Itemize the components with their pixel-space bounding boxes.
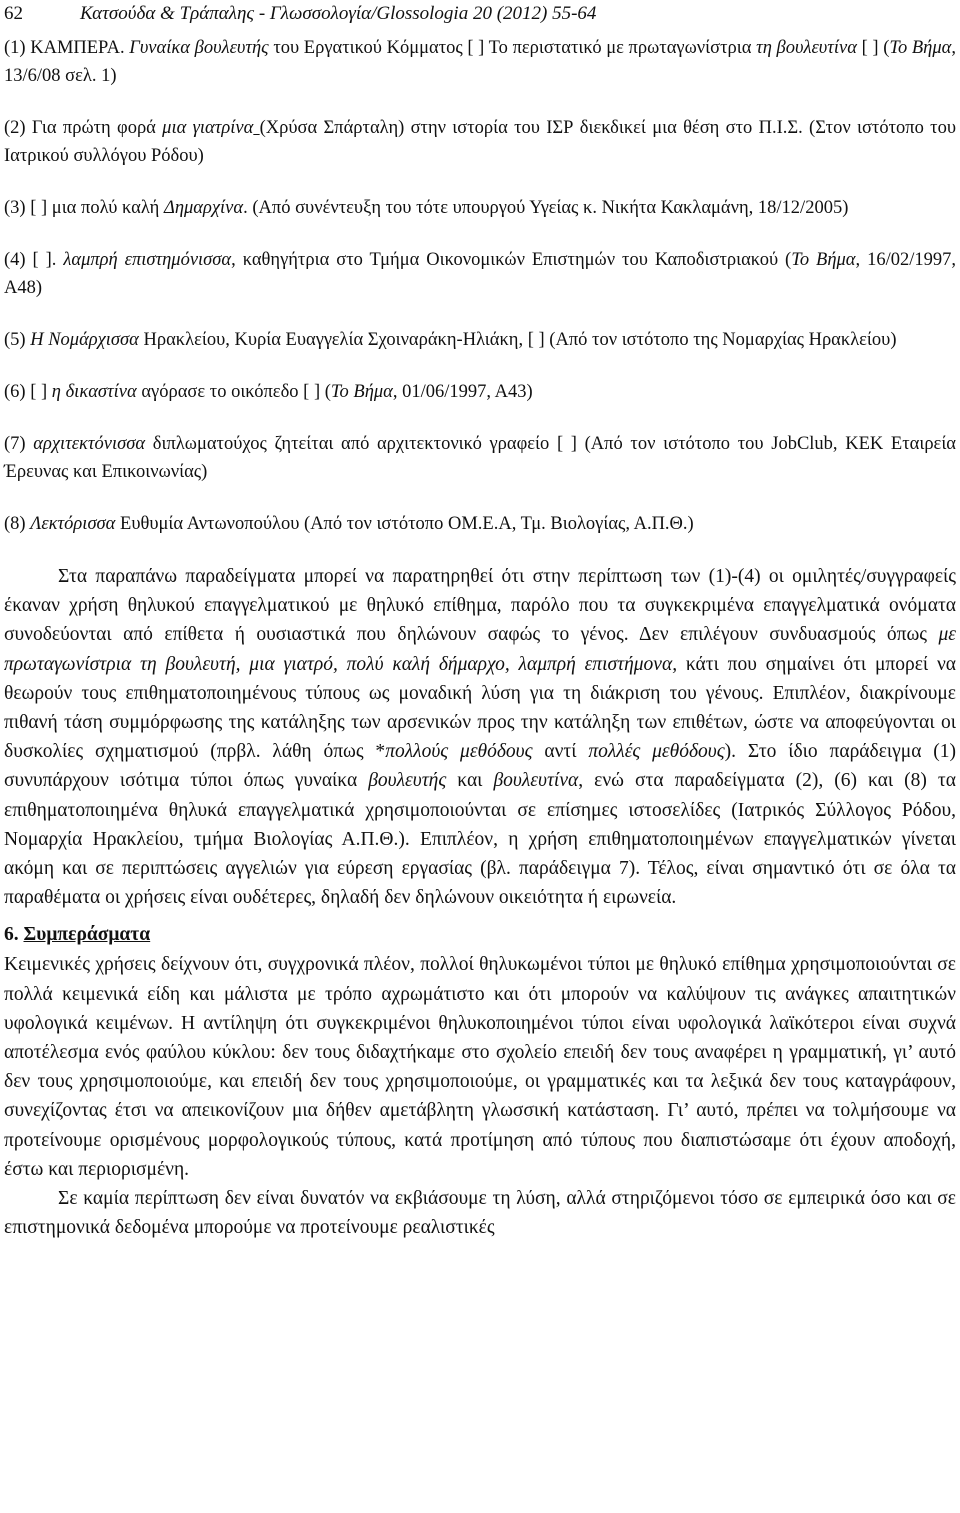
section-number: 6. bbox=[4, 924, 19, 946]
text-run: ΚΑΜΠΕΡΑ. bbox=[30, 38, 130, 58]
italic-run: πολλούς μεθόδους bbox=[385, 741, 533, 763]
text-run: [ ]. bbox=[32, 250, 64, 270]
text-run: του Εργατικού Κόμματος [ ] Το περιστατικό με πρωταγωνίστρια bbox=[268, 38, 757, 58]
example-item bbox=[4, 326, 956, 354]
italic-run: τη βουλευτίνα bbox=[756, 38, 857, 58]
example-item bbox=[4, 194, 956, 222]
example-item bbox=[4, 510, 956, 538]
section-title: Συμπεράσματα bbox=[23, 924, 151, 946]
text-run: [ ] μια πολύ καλή bbox=[30, 198, 164, 218]
text-run: (Χρύσα Σπάρταλη) στην ιστορία του ΙΣΡ διεκδικεί μια θέση στο Π.Ι.Σ. (Στον ιστότοπο του Ιατρικού συλλόγου Ρόδου) bbox=[4, 118, 957, 166]
example-item bbox=[4, 114, 956, 170]
text-run: , 01/06/1997, Α43) bbox=[392, 382, 533, 402]
text-run: καθηγήτρια στο Τμήμα Οικονομικών Επιστημών του Καποδιστριακού ( bbox=[235, 250, 792, 270]
italic-run: Η Νομάρχισσα bbox=[30, 330, 139, 350]
italic-run: αρχιτεκτόνισσα bbox=[33, 434, 146, 454]
text-run: Στα παραπάνω παραδείγματα μπορεί να παρατηρηθεί ότι στην περίπτωση των (1)-(4) οι ομιλητές/συγγραφείς έκαναν χρήση θηλυκού επαγγελματικού με θηλυκό επίθημα, παρόλο που τα συγκεκριμένα επαγγελματικά ονόματα συνοδεύονται από επίθετα ή ουσιαστικά που δηλώνουν σαφώς το γένος. Δεν επιλέγουν συνδυασμούς όπως bbox=[4, 566, 956, 646]
example-number: (7) bbox=[4, 434, 34, 454]
italic-run: λαμπρή επιστημόνισσα bbox=[63, 250, 232, 270]
example-item bbox=[4, 246, 956, 302]
page-number: 62 bbox=[4, 3, 23, 24]
text-run: ). Στο ίδιο παράδειγμα (1) συνυπάρχουν ισότιμα τύποι όπως γυναίκα bbox=[4, 741, 956, 792]
italic-run: πολλές μεθόδους bbox=[588, 741, 725, 763]
example-number: (4) bbox=[4, 250, 33, 270]
italic-run: η δικαστίνα bbox=[51, 382, 137, 402]
text-run: Κειμενικές χρήσεις δείχνουν ότι, συγχρονικά πλέον, πολλοί θηλυκωμένοι τύποι με θηλυκό επίθημα χρησιμοποιούνται σε πολλά κειμενικά είδη και μάλιστα με τρόπο αχρωμάτιστο και ότι μπορούν να καλύψουν τις ανάγκες απαιτητικών υφολογικά κειμένων. Η αντίληψη ότι συγκεκριμένοι θηλυκοποιημένοι τύποι είναι υφολογικά λαϊκότεροι είναι συχνά αποτέλεσμα ενός φαύλου κύκλου: δεν τους διδαχτήκαμε στο σχολείο επειδή δεν τους αναφέρει η γραμματική, γι’ αυτό δεν τους χρησιμοποιούμε, και επειδή δεν τους χρησιμοποιούμε, οι γραμματικές και τα λεξικά δεν τους καταγράφουν, συνεχίζοντας έτσι να απεικονίζουν μια δήθεν αμετάβλητη γλωσσική κατάσταση. Γι’ αυτό, πρέπει να τολμήσουμε να προτείνουμε ορισμένους μορφολογικούς τύπους, κατά προτίμηση από τύπους που διαπιστώσαμε ότι έχουν αποδοχή, έστω και περιορισμένη. bbox=[4, 954, 956, 1180]
italic-run: Γυναίκα βουλευτής bbox=[129, 38, 269, 58]
text-run: , 13/6/08 σελ. 1) bbox=[4, 38, 956, 86]
italic-run: βουλευτίνα bbox=[493, 770, 579, 792]
section-heading bbox=[4, 920, 956, 950]
example-number: (3) bbox=[4, 198, 31, 218]
text-run: , 16/02/1997, Α48) bbox=[4, 250, 956, 298]
italic-run: με πρωταγωνίστρια τη βουλευτή, μια γιατρό, πολύ καλή δήμαρχο, λαμπρή επιστήμονα, bbox=[4, 624, 956, 675]
text-run: [ ] bbox=[30, 382, 52, 402]
examples-list bbox=[4, 34, 956, 538]
paragraph-analysis bbox=[4, 562, 956, 912]
text-run: αντί bbox=[532, 741, 589, 763]
italic-run: Το Βήμα bbox=[791, 250, 856, 270]
example-number: (2) bbox=[4, 118, 32, 138]
italic-run: Το Βήμα bbox=[330, 382, 393, 402]
text-run: αγόρασε το οικόπεδο [ ] ( bbox=[136, 382, 331, 402]
example-number: (5) bbox=[4, 330, 31, 350]
italic-run: βουλευτής bbox=[368, 770, 447, 792]
text-run: . (Από συνέντευξη του τότε υπουργού Υγείας κ. Νικήτα Κακλαμάνη, 18/12/2005) bbox=[243, 198, 849, 218]
text-run: διπλωματούχος ζητείται από αρχιτεκτονικό γραφείο [ ] (Από τον ιστότοπο του JobClub, ΚΕΚ Εταιρεία Έρευνας και Επικοινωνίας) bbox=[4, 434, 956, 482]
running-title: Κατσούδα & Τράπαλης - Γλωσσολογία/Glossologia 20 (2012) 55-64 bbox=[80, 3, 597, 24]
example-item bbox=[4, 34, 956, 90]
text-run: Σε καμία περίπτωση δεν είναι δυνατόν να εκβιάσουμε τη λύση, αλλά στηριζόμενοι τόσο σε εμπειρικά όσο και σε επιστημονικά δεδομένα μπορούμε να προτείνουμε ρεαλιστικές bbox=[4, 1188, 956, 1239]
italic-run: Λεκτόρισσα bbox=[30, 514, 116, 534]
text-run: Ηρακλείου, Κυρία Ευαγγελία Σχοιναράκη-Ηλιάκη, [ ] (Από τον ιστότοπο της Νομαρχίας Ηρακλείου) bbox=[138, 330, 897, 350]
text-run: Για πρώτη φορά bbox=[31, 118, 163, 138]
page-content bbox=[4, 30, 956, 1242]
text-run: και bbox=[446, 770, 494, 792]
text-run: , bbox=[231, 250, 236, 270]
example-item bbox=[4, 378, 956, 406]
text-run: [ ] ( bbox=[856, 38, 890, 58]
example-number: (8) bbox=[4, 514, 31, 534]
italic-run: Το Βήμα bbox=[889, 38, 952, 58]
example-number: (6) bbox=[4, 382, 31, 402]
italic-run: μια γιατρίνα bbox=[162, 118, 254, 138]
example-number: (1) bbox=[4, 38, 31, 58]
text-run: Ευθυμία Αντωνοπούλου (Από τον ιστότοπο ΟΜ.Ε.Α, Τμ. Βιολογίας, Α.Π.Θ.) bbox=[115, 514, 694, 534]
paragraph-conclusions bbox=[4, 950, 956, 1184]
paragraph-conclusions-2 bbox=[4, 1184, 956, 1242]
italic-run: Δημαρχίνα bbox=[163, 198, 244, 218]
text-run: , ενώ στα παραδείγματα (2), (6) και (8) τα επιθηματοποιημένα θηλυκά επαγγελματικά χρησιμοποιούνται σε επίσημες ιστοσελίδες (Ιατρικός Σύλλογος Ρόδου, Νομαρχία Ηρακλείου, τμήμα Βιολογίας Α.Π.Θ.). Επιπλέον, η χρήση επιθηματοποιημένων επαγγελματικών γίνεται ακόμη και σε περιπτώσεις αγγελιών για εύρεση εργασίας (βλ. παράδειγμα 7). Τέλος, είναι σημαντικό ότι σε όλα τα παραθέματα οι χρήσεις είναι ουδέτερες, δηλαδή δεν δηλώνουν οικειότητα ή ειρωνεία. bbox=[4, 770, 956, 909]
text-run: κάτι που σημαίνει ότι μπορεί να θεωρούν τους επιθηματοποιημένους τύπους ως μοναδική λύση για τη διάκριση του γένους. Επιπλέον, διακρίνουμε πιθανή τάση συμμόρφωσης της κατάληξης των αρσενικών προς την κατάληξη των επιθέτων, ώστε να αποφεύγονται οι δυσκολίες σχηματισμού (πρβλ. λάθη όπως * bbox=[4, 653, 957, 763]
running-header bbox=[0, 2, 960, 26]
example-item bbox=[4, 430, 956, 486]
